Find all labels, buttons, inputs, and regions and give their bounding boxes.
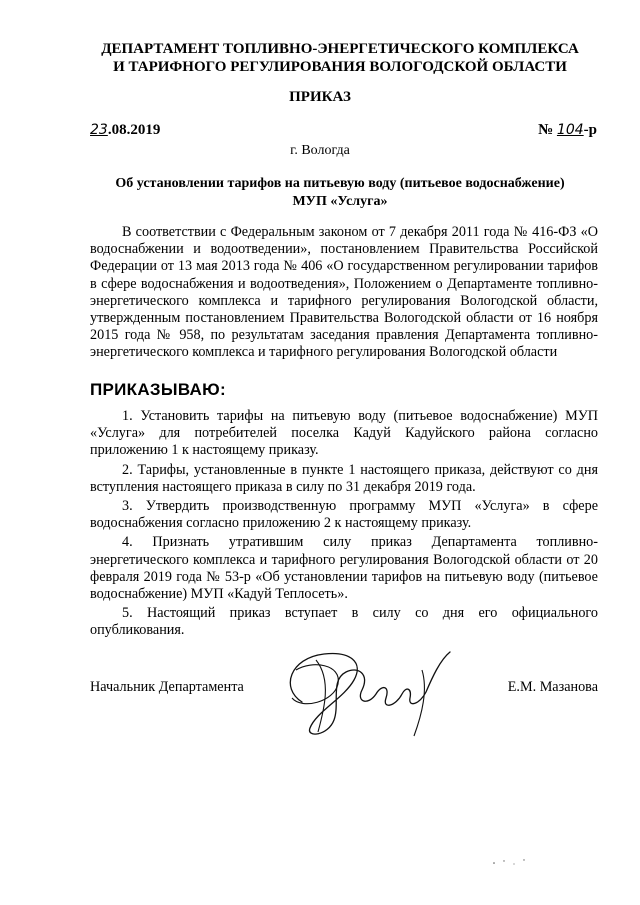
order-number-prefix: № xyxy=(538,122,557,138)
order-number-value: 104 xyxy=(556,122,584,138)
order-item-1: 1. Установить тарифы на питьевую воду (питьевое водоснабжение) МУП «Услуга» для потребителей поселка Кадуй Кадуйского района согласно приложению 1 к настоящему приказу. xyxy=(90,408,598,459)
order-item-4: 4. Признать утратившим силу приказ Департамента топливно-энергетического комплекса и тарифного регулирования Вологодской области от 20 февраля 2019 года № 53-р «Об установлении тарифов на питьевую воду (питьевое водоснабжение) МУП «Кадуй Теплосеть». xyxy=(90,534,598,603)
order-subject xyxy=(60,175,620,211)
order-date xyxy=(90,122,160,139)
order-subject-line-2: МУП «Услуга» xyxy=(292,194,388,209)
order-item-2: 2. Тарифы, установленные в пункте 1 настоящего приказа, действуют со дня вступления настоящего приказа в силу по 31 декабря 2019 года. xyxy=(90,461,598,495)
handwritten-signature xyxy=(272,640,462,740)
order-date-month-year: .08.2019 xyxy=(107,122,161,138)
city-line: г. Вологда xyxy=(290,143,350,158)
document-type-title: ПРИКАЗ xyxy=(289,89,351,105)
order-number xyxy=(538,122,597,139)
order-item-3: 3. Утвердить производственную программу МУП «Услуга» в сфере водоснабжения согласно приложению 2 к настоящему приказу. xyxy=(90,498,598,532)
department-header xyxy=(60,40,620,76)
order-subject-line-1: Об установлении тарифов на питьевую воду (питьевое водоснабжение) xyxy=(115,176,565,191)
scan-specks xyxy=(490,855,530,867)
order-items-list xyxy=(90,408,598,642)
order-date-day: 23 xyxy=(90,122,108,138)
signatory-name: Е.М. Мазанова xyxy=(507,679,598,695)
signatory-role: Начальник Департамента xyxy=(90,679,244,695)
department-line-1: ДЕПАРТАМЕНТ ТОПЛИВНО-ЭНЕРГЕТИЧЕСКОГО КОМПЛЕКСА xyxy=(101,41,579,57)
preamble-paragraph: В соответствии с Федеральным законом от 7 декабря 2011 года № 416-ФЗ «О водоснабжении и водоотведении», постановлением Правительства Российской Федерации от 13 мая 2013 года № 406 «О государственном регулировании тарифов в сфере водоснабжения и водоотведения», Положением о Департаменте топливно-энергетического комплекса и тарифного регулирования Вологодской области, утвержденным постановлением Правительства Вологодской области от 16 ноября 2015 года № 958, по результатам заседания правления Департамента топливно-энергетического комплекса и тарифного регулирования Вологодской области xyxy=(90,224,598,361)
department-line-2: И ТАРИФНОГО РЕГУЛИРОВАНИЯ ВОЛОГОДСКОЙ ОБЛАСТИ xyxy=(113,59,567,75)
order-item-5: 5. Настоящий приказ вступает в силу со дня его официального опубликования. xyxy=(90,605,598,639)
order-number-suffix: -р xyxy=(583,122,597,138)
order-directive-word: ПРИКАЗЫВАЮ: xyxy=(90,380,226,399)
